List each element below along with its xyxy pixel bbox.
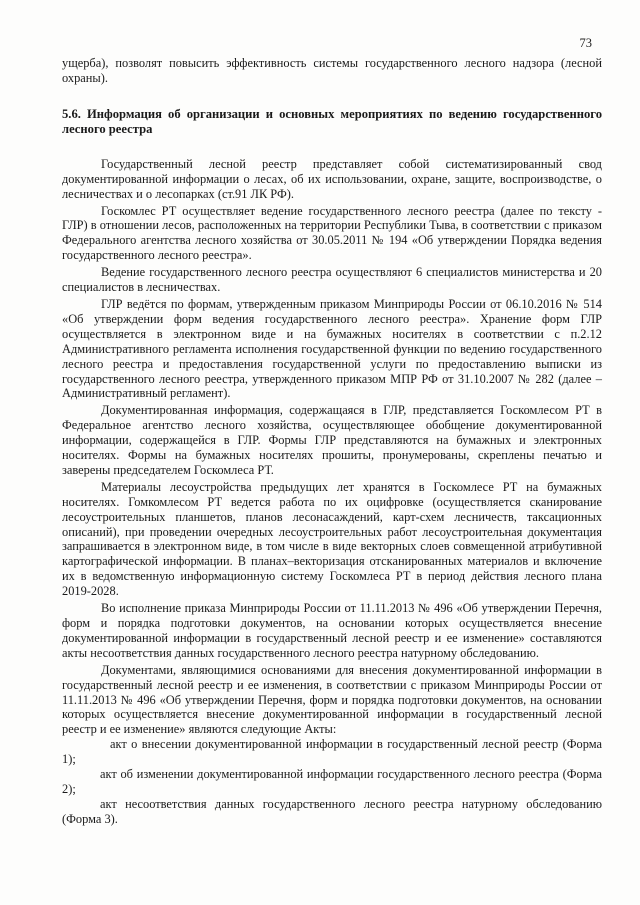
- paragraph-1: Государственный лесной реестр представляет собой систематизированный свод документированной информации о лесах, об их использовании, охране, защите, воспроизводстве, о лесничествах и о лесопарках (ст.91 ЛК РФ).: [62, 156, 602, 201]
- paragraph-3: Ведение государственного лесного реестра осуществляют 6 специалистов министерства и 20 специалистов в лесничествах.: [62, 265, 602, 295]
- paragraph-6: Материалы лесоустройства предыдущих лет хранятся в Госкомлесе РТ на бумажных носителях. Гомкомлесом РТ ведется работа по их оцифровке (осуществляется сканирование лесоустроительных планшетов, планов лесонасаждений, карт-схем лесничеств, таксационных описаний), при проведении очередных лесоустроительных работ лесоустроительная документация запрашивается в электронном виде, в том числе в виде векторных слоев совмещенной атрибутивной картографической информации. В планах–векторизация отсканированных материалов и включение их в ведомственную информационную систему Госкомлеса РТ в период действия лесного плана 2019-2028.: [62, 479, 602, 599]
- list-item-form-2: акт об изменении документированной информации государственного лесного реестра (Форма 2);: [62, 767, 602, 796]
- paragraph-8: Документами, являющимися основаниями для внесения документированной информации в государственный лесной реестр и ее изменения, в соответствии с приказом Минприроды России от 11.11.2013 № 496 «Об утверждении Перечня, форм и порядка подготовки документов, на основании которых осуществляется внесение документированной информации в государственный лесной реестр и ее изменение» являются следующие Акты:: [62, 662, 602, 737]
- paragraph-5: Документированная информация, содержащаяся в ГЛР, представляется Госкомлесом РТ в Федеральное агентство лесного хозяйства, осуществляющее обобщение документированной информации, содержащейся в ГЛР. Формы ГЛР представляются на бумажных и электронных носителях. Формы на бумажных носителях прошиты, пронумерованы, скреплены печатью и заверены председателем Госкомлеса РТ.: [62, 403, 602, 477]
- paragraph-7: Во исполнение приказа Минприроды России от 11.11.2013 № 496 «Об утверждении Перечня, форм и порядка подготовки документов, на основании которых осуществляется внесение документированной информации в государственный лесной реестр и ее изменение» составляются акты несоответствия данных государственного лесного реестра натурному обследованию.: [62, 601, 602, 660]
- section-heading: 5.6. Информация об организации и основных мероприятиях по ведению государственного лесного реестра: [62, 106, 602, 136]
- document-body: [62, 56, 602, 827]
- intro-paragraph: ущерба), позволят повысить эффективность системы государственного лесного надзора (лесной охраны).: [62, 56, 602, 85]
- paragraph-4: ГЛР ведётся по формам, утвержденным приказом Минприроды России от 06.10.2016 № 514 «Об утверждении форм ведения государственного лесного реестра». Хранение форм ГЛР осуществляется в электронном виде и на бумажных носителях в соответствии с п.2.12 Административного регламента исполнения государственной функции по ведению государственного лесного реестра и предоставления государственной услуги по предоставлению выписки из государственного лесного реестра, утвержденного приказом МПР РФ от 31.10.2007 № 282 (далее – Административный регламент).: [62, 296, 602, 401]
- paragraph-2: Госкомлес РТ осуществляет ведение государственного лесного реестра (далее по тексту - ГЛР) в отношении лесов, расположенных на территории Республики Тыва, в соответствии с приказом Федерального агентства лесного хозяйства от 30.05.2011 № 194 «Об утверждении Порядка ведения государственного лесного реестра».: [62, 203, 602, 263]
- page-number: 73: [579, 36, 592, 50]
- list-item-form-3: акт несоответствия данных государственного лесного реестра натурному обследованию (Форма 3).: [62, 796, 602, 826]
- list-item-form-1: акт о внесении документированной информации в государственный лесной реестр (Форма 1);: [62, 737, 602, 767]
